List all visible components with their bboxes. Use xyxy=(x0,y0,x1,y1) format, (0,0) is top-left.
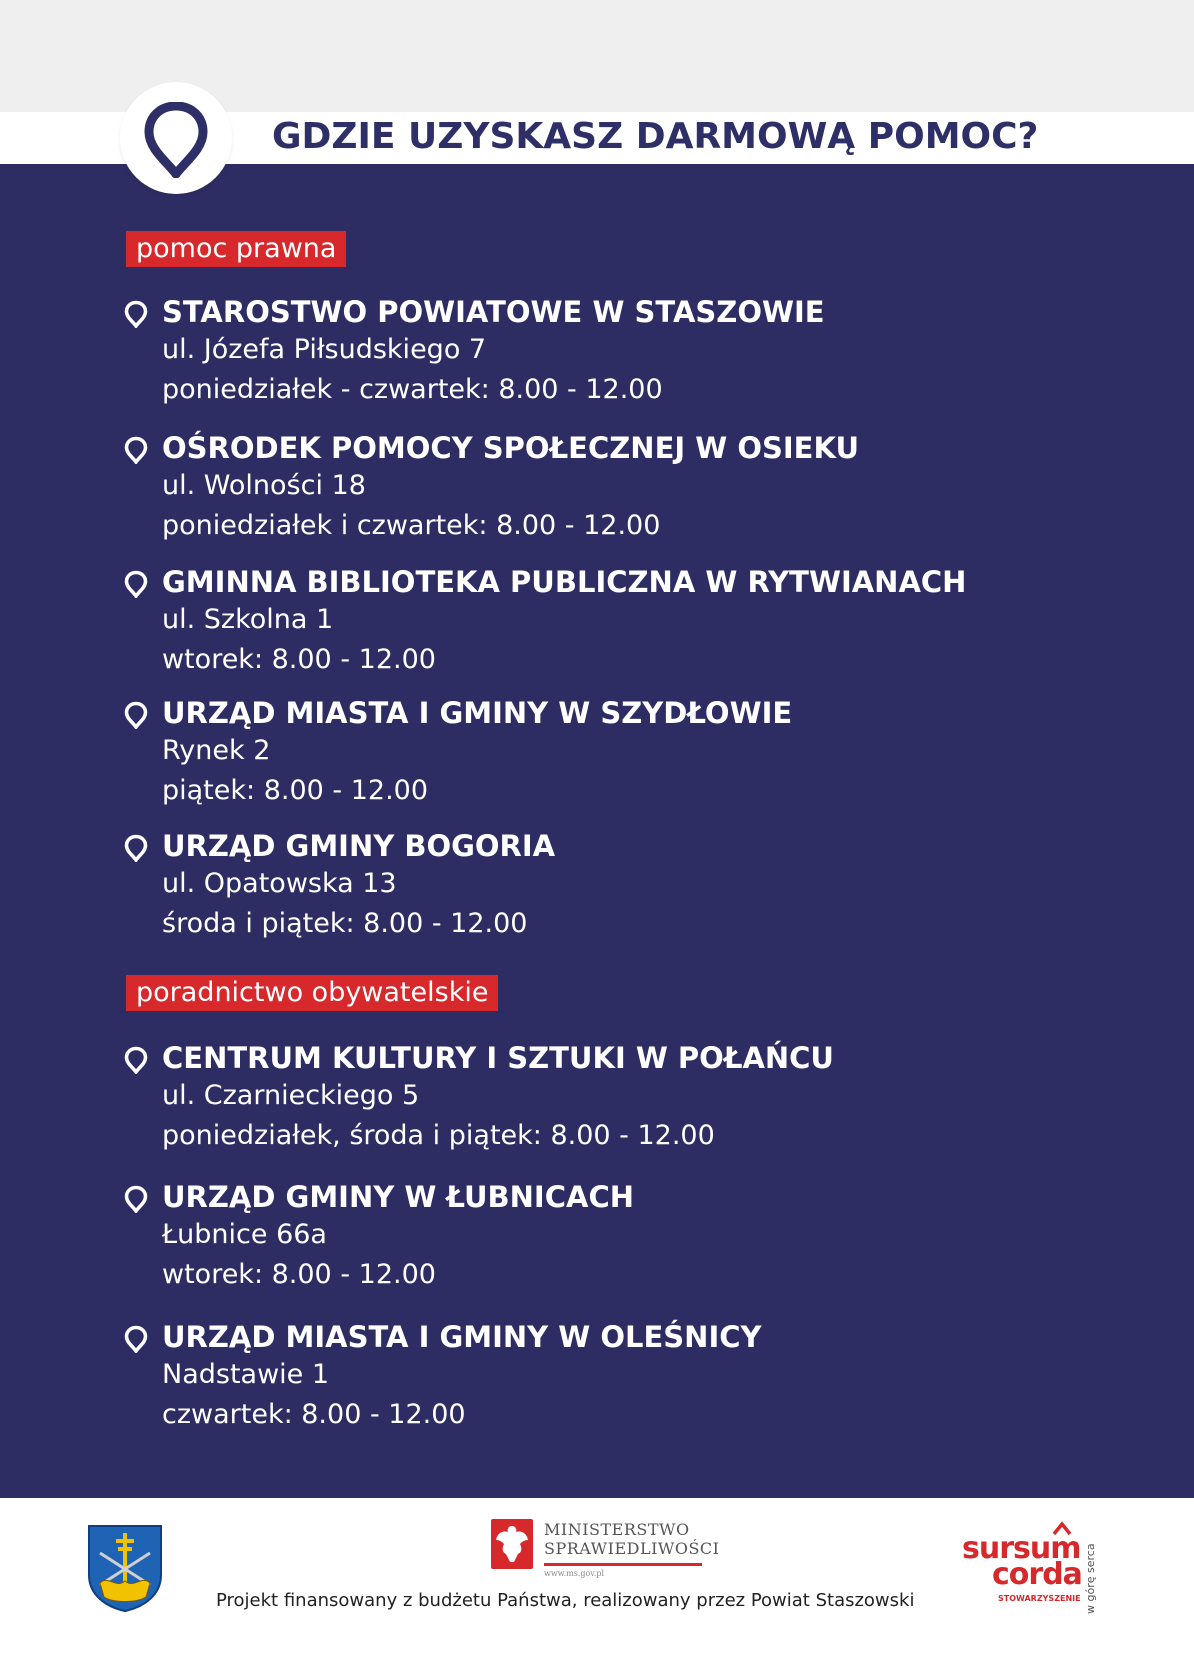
location-hours: wtorek: 8.00 - 12.00 xyxy=(162,1259,436,1290)
ministry-url: www.ms.gov.pl xyxy=(544,1569,605,1578)
location-name: URZĄD GMINY W ŁUBNICACH xyxy=(162,1180,635,1214)
location-pin-icon xyxy=(124,300,148,328)
location-hours: wtorek: 8.00 - 12.00 xyxy=(162,644,436,675)
location-address: Nadstawie 1 xyxy=(162,1359,330,1390)
location-name: STAROSTWO POWIATOWE W STASZOWIE xyxy=(162,295,825,329)
location-address: ul. Czarnieckiego 5 xyxy=(162,1080,420,1111)
section-label-citizen-advice: poradnictwo obywatelskie xyxy=(126,975,498,1011)
funding-note: Projekt finansowany z budżetu Państwa, realizowany przez Powiat Staszowski xyxy=(216,1590,915,1611)
ministry-name xyxy=(544,1520,719,1558)
coat-of-arms-icon xyxy=(86,1523,164,1613)
location-address: ul. Szkolna 1 xyxy=(162,604,334,635)
location-pin-icon xyxy=(124,701,148,729)
corda-word: corda xyxy=(992,1557,1082,1592)
location-pin-icon xyxy=(143,102,209,178)
ministry-line2: SPRAWIEDLIWOŚCI xyxy=(544,1539,720,1558)
location-hours: piątek: 8.00 - 12.00 xyxy=(162,775,429,806)
sursum-word: sursum xyxy=(962,1531,1081,1566)
location-pin-icon xyxy=(124,570,148,598)
location-address: Łubnice 66a xyxy=(162,1219,327,1250)
location-hours: czwartek: 8.00 - 12.00 xyxy=(162,1399,466,1430)
ministry-divider xyxy=(544,1561,702,1566)
association-label: STOWARZYSZENIE xyxy=(998,1594,1081,1603)
sursum-tagline: w górę serca xyxy=(1084,1543,1097,1614)
location-pin-icon xyxy=(124,1185,148,1213)
location-name: OŚRODEK POMOCY SPOŁECZNEJ W OSIEKU xyxy=(162,431,860,465)
section-label-legal-aid: pomoc prawna xyxy=(126,231,346,267)
polish-eagle-icon xyxy=(490,1518,534,1570)
location-pin-icon xyxy=(124,1046,148,1074)
location-name: URZĄD GMINY BOGORIA xyxy=(162,829,556,863)
page-title: GDZIE UZYSKASZ DARMOWĄ POMOC? xyxy=(272,116,1039,157)
location-address: Rynek 2 xyxy=(162,735,271,766)
location-address: ul. Józefa Piłsudskiego 7 xyxy=(162,334,487,365)
location-name: GMINNA BIBLIOTEKA PUBLICZNA W RYTWIANACH xyxy=(162,565,967,599)
location-address: ul. Opatowska 13 xyxy=(162,868,397,899)
header-pin-badge xyxy=(120,82,232,194)
location-hours: środa i piątek: 8.00 - 12.00 xyxy=(162,908,528,939)
location-hours: poniedziałek, środa i piątek: 8.00 - 12.00 xyxy=(162,1120,715,1151)
location-address: ul. Wolności 18 xyxy=(162,470,366,501)
location-name: CENTRUM KULTURY I SZTUKI W POŁAŃCU xyxy=(162,1041,834,1075)
location-name: URZĄD MIASTA I GMINY W SZYDŁOWIE xyxy=(162,696,793,730)
location-pin-icon xyxy=(124,834,148,862)
location-hours: poniedziałek - czwartek: 8.00 - 12.00 xyxy=(162,374,663,405)
ministry-line1: MINISTERSTWO xyxy=(544,1520,690,1539)
location-name: URZĄD MIASTA I GMINY W OLEŚNICY xyxy=(162,1320,762,1354)
location-hours: poniedziałek i czwartek: 8.00 - 12.00 xyxy=(162,510,661,541)
location-pin-icon xyxy=(124,436,148,464)
location-pin-icon xyxy=(124,1325,148,1353)
